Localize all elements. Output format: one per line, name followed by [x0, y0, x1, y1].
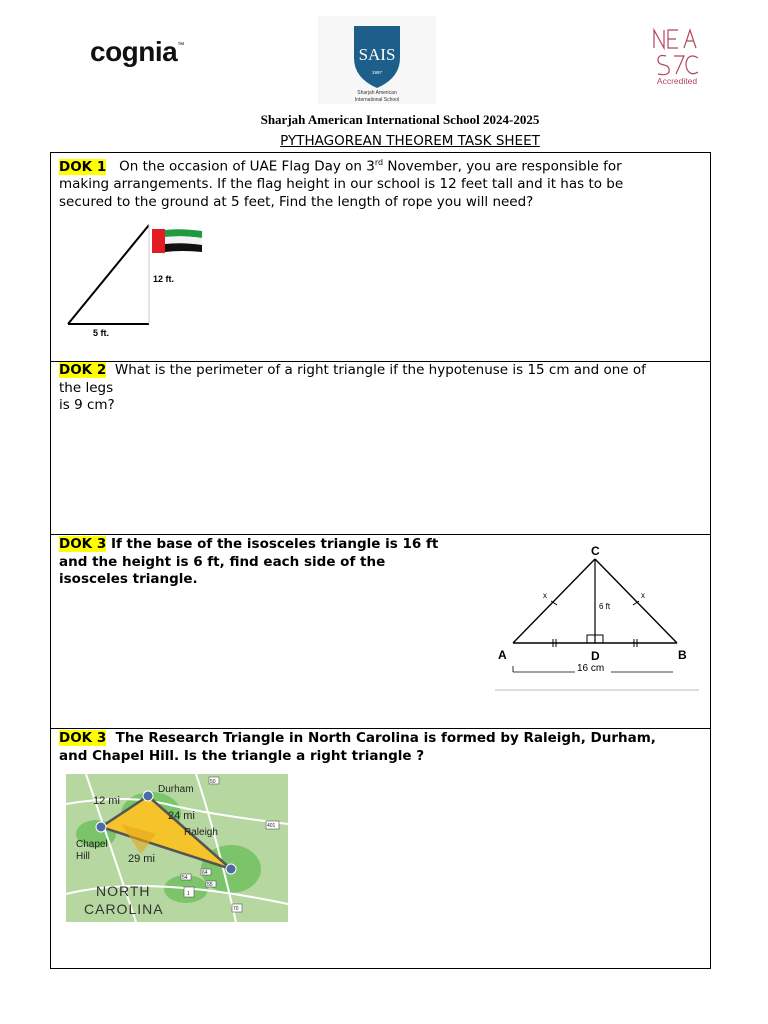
svg-text:1: 1	[187, 891, 190, 897]
question-cell-dok3-isosceles	[50, 534, 711, 729]
svg-text:A: A	[498, 648, 507, 662]
question-cell-dok3-map	[50, 728, 711, 969]
sheet-title: PYTHAGOREAN THEOREM TASK SHEET	[280, 133, 540, 149]
svg-text:Hill: Hill	[76, 851, 90, 862]
svg-text:64: 64	[202, 870, 208, 876]
question-text: DOK 2 What is the perimeter of a right triangle if the hypotenuse is 15 cm and one of the legs is 9 cm?	[59, 362, 646, 413]
svg-text:12 mi: 12 mi	[93, 795, 120, 807]
school-name: Sharjah American International School 2024-2025	[260, 112, 540, 127]
svg-text:SAIS: SAIS	[358, 45, 396, 64]
svg-text:16 cm: 16 cm	[577, 663, 605, 674]
svg-text:Raleigh: Raleigh	[184, 827, 218, 838]
svg-text:6 ft: 6 ft	[599, 602, 611, 611]
neasc-mark-icon	[644, 26, 706, 88]
svg-text:5 ft.: 5 ft.	[93, 328, 110, 338]
svg-text:12 ft.: 12 ft.	[153, 274, 175, 284]
svg-text:24 mi: 24 mi	[168, 810, 195, 822]
svg-text:Chapel: Chapel	[76, 839, 108, 850]
svg-text:C: C	[591, 544, 600, 558]
cognia-logo: cognia™	[90, 36, 184, 67]
svg-text:x: x	[543, 591, 547, 600]
dok-tag: DOK 3	[59, 730, 107, 746]
svg-text:55: 55	[207, 882, 213, 888]
isosceles-triangle-figure	[495, 539, 705, 695]
svg-text:D: D	[591, 649, 600, 663]
svg-text:B: B	[678, 648, 687, 662]
sais-logo	[318, 16, 436, 104]
svg-text:1997: 1997	[371, 70, 383, 75]
question-text: DOK 3 If the base of the isosceles triangle is 16 ft and the height is 6 ft, find each side of the isosceles triangle.	[59, 536, 439, 587]
dok-tag: DOK 1	[59, 158, 107, 175]
question-cell-dok1	[50, 152, 711, 362]
svg-text:401: 401	[267, 823, 276, 829]
svg-text:Accredited: Accredited	[656, 76, 698, 86]
dok-tag: DOK 3	[59, 536, 107, 552]
dok-tag: DOK 2	[59, 362, 107, 378]
question-text: DOK 1 On the occasion of UAE Flag Day on 3rd November, you are responsible for making arrangements. If the flag height in our school is 12 feet tall and it has to be secured to the ground at 5 feet, Find the length of rope you will need?	[59, 158, 624, 210]
svg-text:CAROLINA: CAROLINA	[84, 901, 164, 917]
svg-text:50: 50	[210, 779, 216, 785]
svg-text:NORTH: NORTH	[96, 883, 151, 899]
svg-text:54: 54	[182, 875, 188, 881]
research-triangle-map	[66, 774, 288, 922]
question-text: DOK 3 The Research Triangle in North Carolina is formed by Raleigh, Durham, and Chapel Hill. Is the triangle a right triangle ?	[59, 730, 656, 764]
sais-caption-1: Sharjah American	[357, 90, 397, 96]
svg-text:29 mi: 29 mi	[128, 853, 155, 865]
uae-flag-icon	[152, 229, 204, 253]
svg-text:x: x	[641, 591, 645, 600]
sais-caption-2: International School	[354, 97, 400, 103]
svg-text:Durham: Durham	[158, 784, 194, 795]
svg-text:70: 70	[233, 906, 239, 912]
neasc-logo	[644, 26, 706, 88]
question-cell-dok2	[50, 361, 711, 535]
